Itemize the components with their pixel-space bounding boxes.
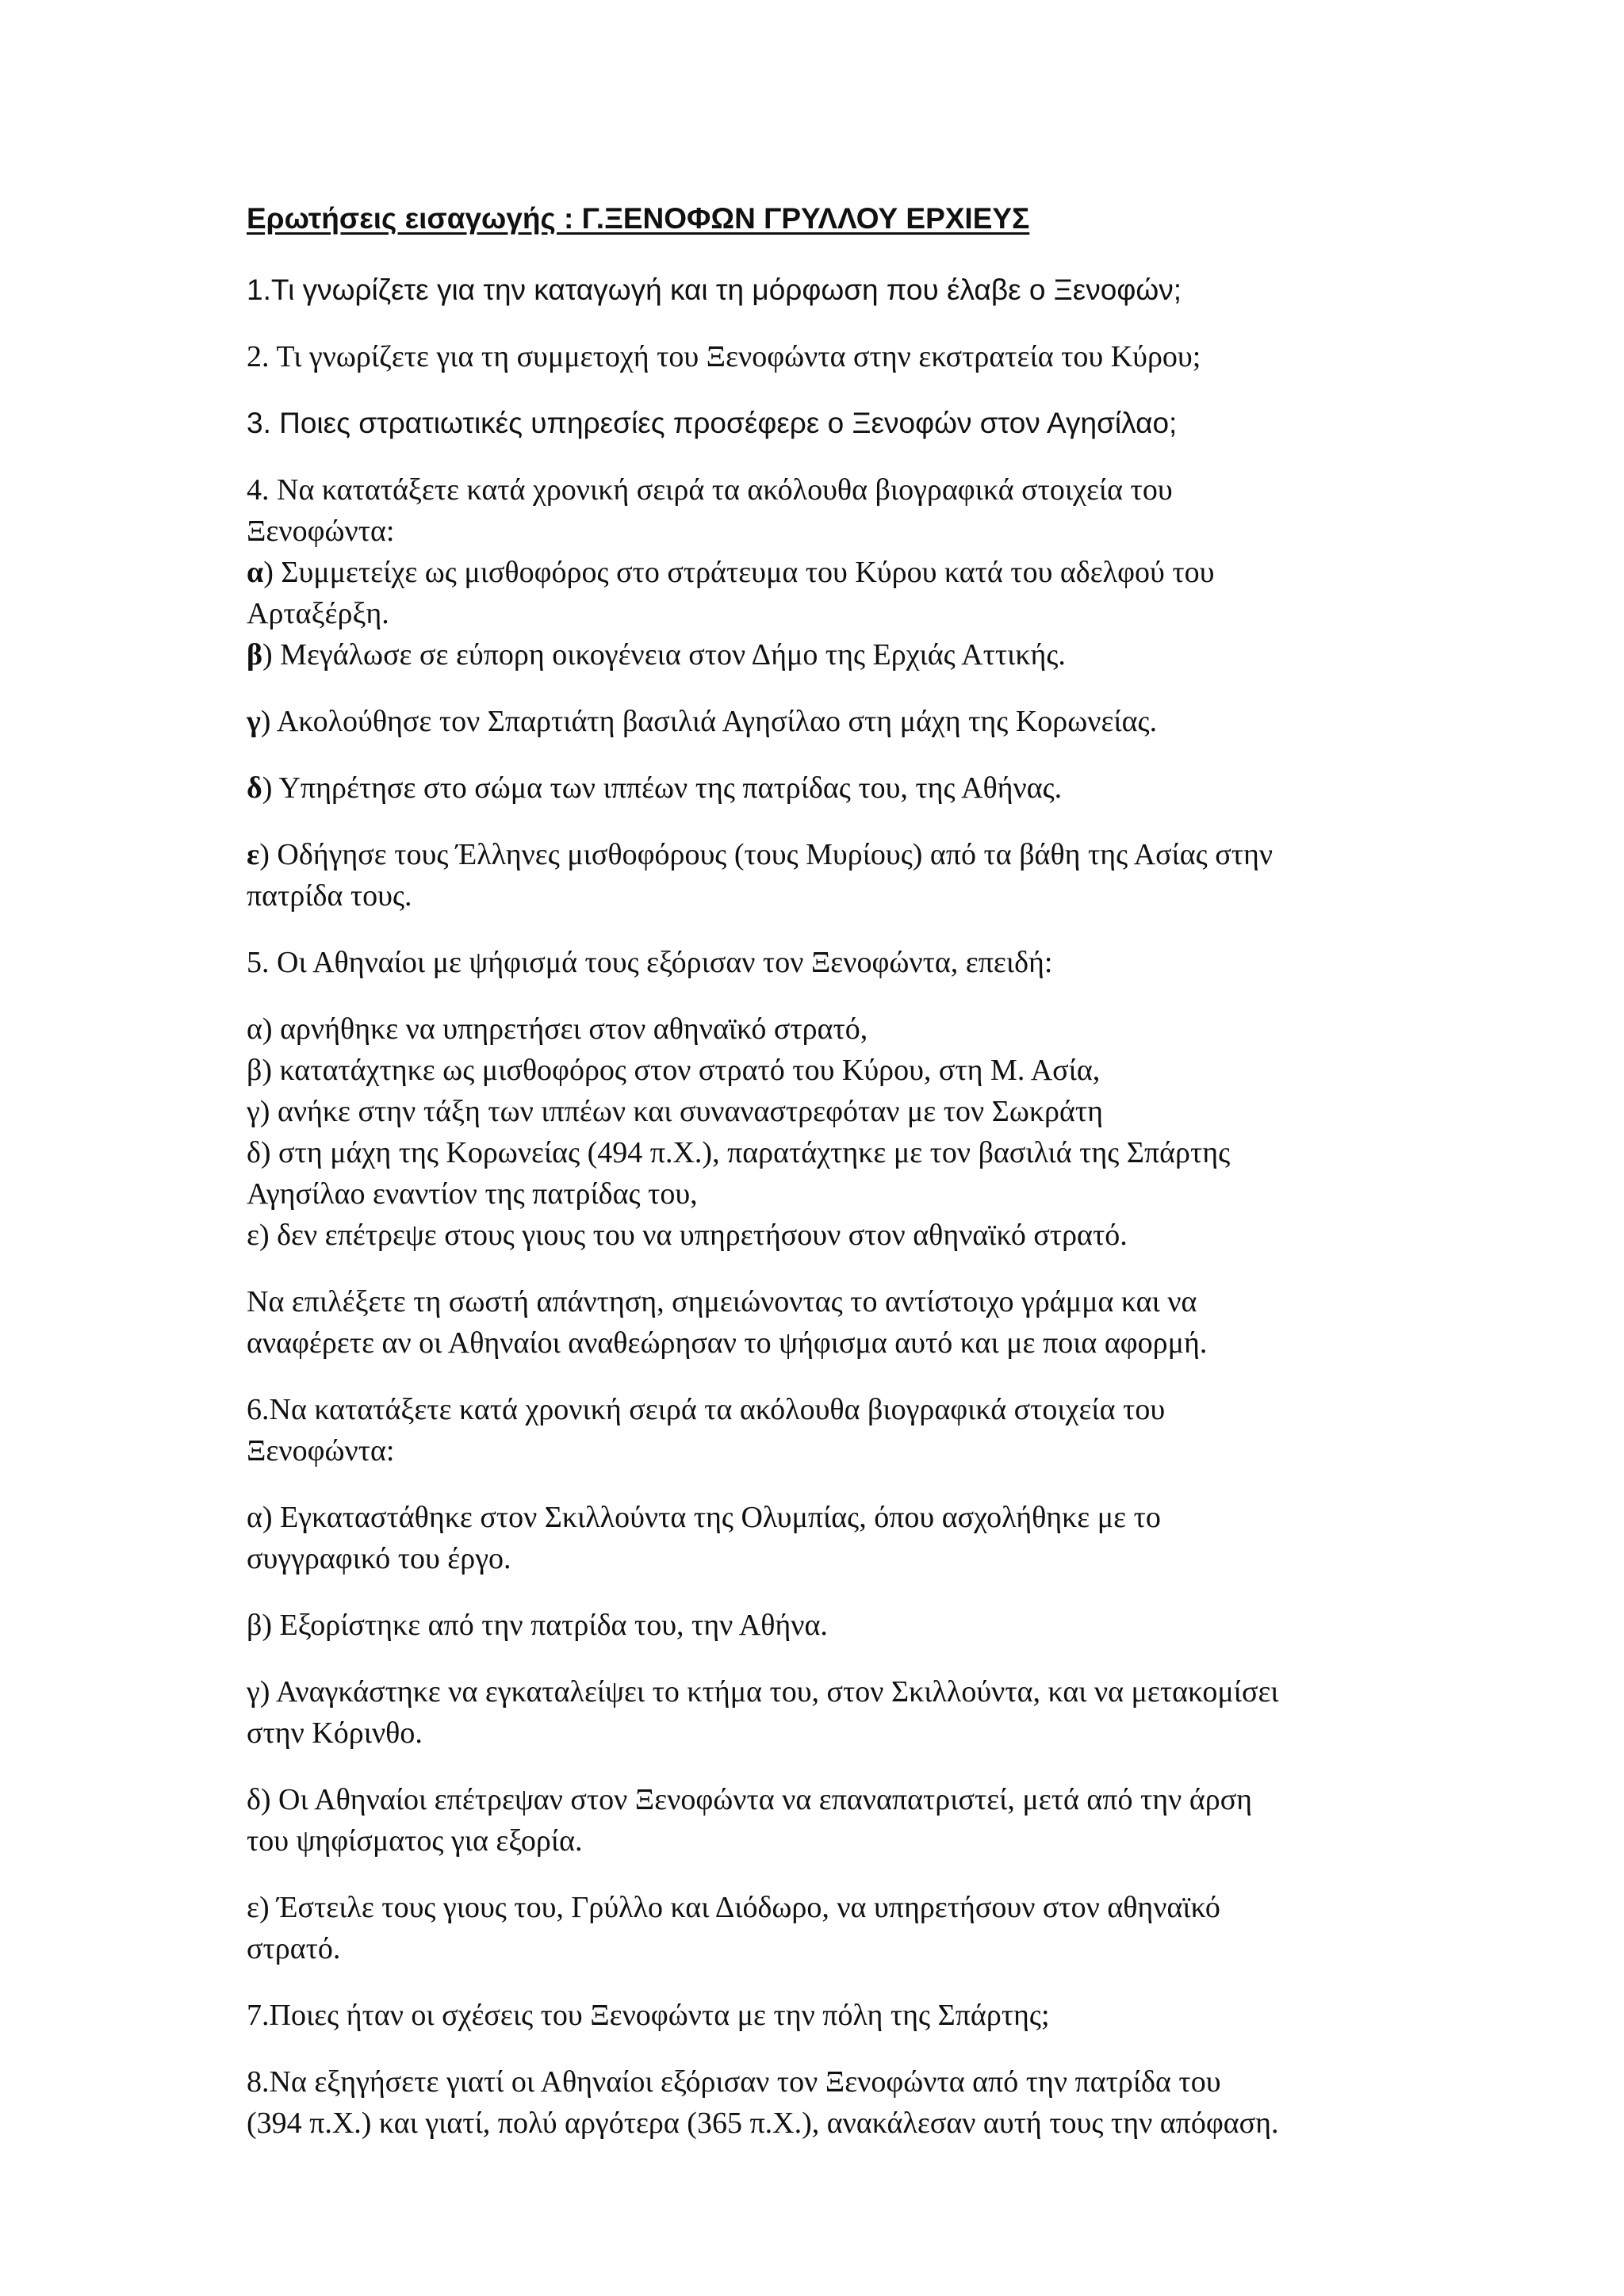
question-6-item-d-line-2: του ψηφίσματος για εξορία. — [247, 1824, 583, 1858]
question-6-item-a — [247, 1497, 1388, 1579]
question-4-line-2: Ξενοφώντα: — [247, 515, 395, 548]
document-page — [247, 198, 1388, 2169]
item-marker: ε — [247, 838, 260, 871]
question-6-line-1: 6.Να κατατάξετε κατά χρονική σειρά τα ακόλουθα βιογραφικά στοιχεία του — [247, 1393, 1166, 1426]
question-4-item-c — [247, 701, 1388, 742]
question-7: 7.Ποιες ήταν οι σχέσεις του Ξενοφώντα με την πόλη της Σπάρτης; — [247, 1999, 1050, 2032]
item-marker: α — [247, 556, 264, 589]
question-5-instructions — [247, 1281, 1388, 1364]
question-6-item-e — [247, 1887, 1388, 1969]
item-text: ) Οδήγησε τους Έλληνες μισθοφόρους (τους Μυρίους) από τα βάθη της Ασίας στην — [259, 838, 1274, 871]
question-5-option-a: α) αρνήθηκε να υπηρετήσει στον αθηναϊκό στρατό, — [247, 1012, 868, 1046]
question-6 — [247, 1389, 1388, 1471]
question-5-option-e: ε) δεν επέτρεψε στους γιους του να υπηρετήσουν στον αθηναϊκό στρατό. — [247, 1219, 1128, 1252]
item-text: ) Ακολούθησε τον Σπαρτιάτη βασιλιά Αγησίλαο στη μάχη της Κορωνείας. — [260, 705, 1158, 738]
question-6-item-a-line-1: α) Εγκαταστάθηκε στον Σκιλλούντα της Ολυμπίας, όπου ασχολήθηκε με το — [247, 1501, 1161, 1534]
question-5-option-c: γ) ανήκε στην τάξη των ιππέων και συναναστρεφόταν με τον Σωκράτη — [247, 1095, 1103, 1128]
question-5-option-d-cont: Αγησίλαο εναντίον της πατρίδας του, — [247, 1177, 698, 1211]
question-4-line-1: 4. Να κατατάξετε κατά χρονική σειρά τα ακόλουθα βιογραφικά στοιχεία του — [247, 473, 1173, 507]
question-4-item-d — [247, 767, 1388, 809]
question-4-item-e — [247, 834, 1388, 916]
question-6-line-2: Ξενοφώντα: — [247, 1434, 395, 1468]
question-5-option-b: β) κατατάχτηκε ως μισθοφόρος στον στρατό του Κύρου, στη Μ. Ασία, — [247, 1054, 1101, 1087]
question-6-item-d — [247, 1779, 1388, 1862]
question-6-item-c-line-2: στην Κόρινθο. — [247, 1716, 423, 1750]
question-6-item-d-line-1: δ) Οι Αθηναίοι επέτρεψαν στον Ξενοφώντα να επαναπατριστεί, μετά από την άρση — [247, 1783, 1253, 1816]
question-6-item-a-line-2: συγγραφικό του έργο. — [247, 1542, 511, 1575]
question-1: 1.Τι γνωρίζετε για την καταγωγή και τη μόρφωση που έλαβε ο Ξενοφών; — [247, 274, 1182, 306]
question-6-item-e-line-2: στρατό. — [247, 1932, 341, 1965]
question-3: 3. Ποιες στρατιωτικές υπηρεσίες προσέφερε ο Ξενοφών στον Αγησίλαο; — [247, 407, 1178, 439]
question-8-line-1: 8.Να εξηγήσετε γιατί οι Αθηναίοι εξόρισαν τον Ξενοφώντα από την πατρίδα του — [247, 2065, 1221, 2099]
question-6-item-e-line-1: ε) Έστειλε τους γιους του, Γρύλλο και Διόδωρο, να υπηρετήσουν στον αθηναϊκό — [247, 1891, 1220, 1924]
item-text: ) Μεγάλωσε σε εύπορη οικογένεια στον Δήμο της Ερχιάς Αττικής. — [262, 638, 1066, 672]
item-text: ) Συμμετείχε ως μισθοφόρος στο στράτευμα του Κύρου κατά του αδελφού του — [263, 556, 1215, 589]
question-4-item-e-line-2: πατρίδα τους. — [247, 879, 412, 913]
question-5-option-d: δ) στη μάχη της Κορωνείας (494 π.Χ.), παρατάχτηκε με τον βασιλιά της Σπάρτης — [247, 1136, 1231, 1169]
question-4-item-a-cont: Αρταξέρξη. — [247, 597, 389, 630]
question-6-item-c-line-1: γ) Αναγκάστηκε να εγκαταλείψει το κτήμα του, στον Σκιλλούντα, και να μετακομίσει — [247, 1675, 1279, 1709]
item-text: ) Υπηρέτησε στο σώμα των ιππέων της πατρίδας του, της Αθήνας. — [262, 771, 1063, 805]
question-6-item-b: β) Εξορίστηκε από την πατρίδα του, την Αθήνα. — [247, 1609, 828, 1642]
document-title: Ερωτήσεις εισαγωγής : Γ.ΞΕΝΟΦΩΝ ΓΡΥΛΛΟΥ ΕΡΧΙΕΥΣ — [247, 202, 1030, 235]
question-4-item-a — [247, 552, 1388, 593]
question-5-options — [247, 1008, 1388, 1256]
question-4-item-e-line-1 — [247, 834, 1388, 875]
question-5-instructions-line-2: αναφέρετε αν οι Αθηναίοι αναθεώρησαν το ψήφισμα αυτό και με ποια αφορμή. — [247, 1326, 1208, 1360]
question-5-instructions-line-1: Να επιλέξετε τη σωστή απάντηση, σημειώνοντας το αντίστοιχο γράμμα και να — [247, 1285, 1197, 1318]
question-4 — [247, 469, 1388, 675]
question-8-line-2: (394 π.Χ.) και γιατί, πολύ αργότερα (365 π.Χ.), ανακάλεσαν αυτή τους την απόφαση. — [247, 2107, 1279, 2140]
question-2: 2. Τι γνωρίζετε για τη συμμετοχή του Ξενοφώντα στην εκστρατεία του Κύρου; — [247, 340, 1201, 373]
item-marker: γ — [247, 705, 261, 738]
item-marker: δ — [247, 771, 262, 805]
question-4-item-b — [247, 634, 1388, 675]
question-6-item-c — [247, 1671, 1388, 1754]
question-8 — [247, 2061, 1388, 2144]
item-marker: β — [247, 638, 263, 672]
question-5: 5. Οι Αθηναίοι με ψήφισμά τους εξόρισαν τον Ξενοφώντα, επειδή: — [247, 946, 1053, 979]
